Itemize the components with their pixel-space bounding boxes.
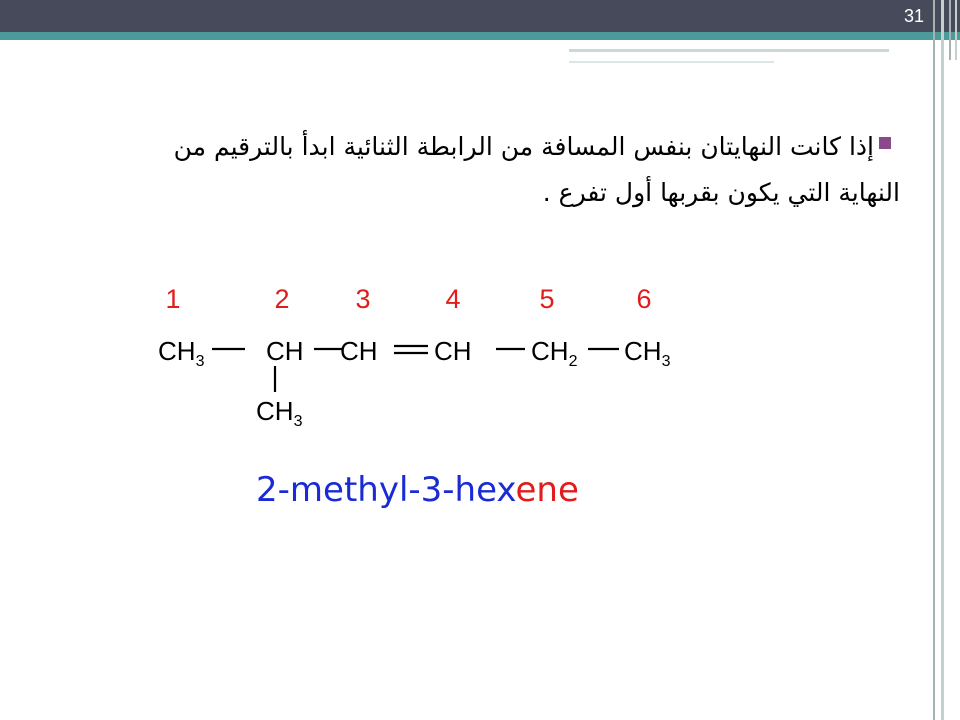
group-c4: CH [434,336,472,366]
group-c2: CH [266,336,304,366]
branch-methyl: $CH_3$ [256,396,303,430]
bullet-text-line-2: النهاية التي يكون بقربها أول تفرع . [542,178,900,207]
group-c3: CH [340,336,378,366]
carbon-number-1: 1 [165,284,181,314]
bullet-text-line-1: إذا كانت النهايتان بنفس المسافة من الرابطة الثنائية ابدأ بالترقيم من [173,132,874,161]
group-c6: $CH_3$ [624,336,671,370]
carbon-number-4: 4 [445,284,461,314]
carbon-numbers [165,284,651,314]
carbon-number-6: 6 [636,284,652,314]
carbon-number-2: 2 [274,284,290,314]
group-c1: $CH_3$ [158,336,205,370]
page-number: 31 [903,6,925,26]
group-c5: $CH_2$ [531,336,578,370]
compound-name-suffix: ene [515,470,579,510]
carbon-number-3: 3 [355,284,371,314]
compound-name-base: 2-methyl-3-hex [256,470,516,510]
carbon-number-5: 5 [539,284,555,314]
compound-name [256,470,579,510]
